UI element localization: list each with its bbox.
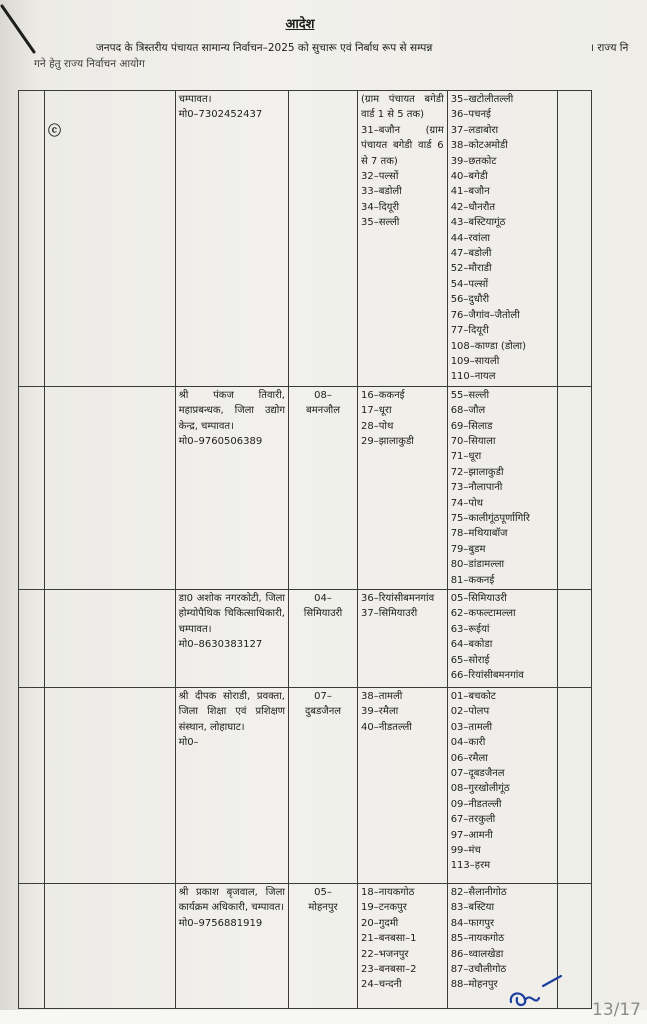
- zone-text: बमनजौल: [305, 405, 341, 417]
- officer-table: [18, 90, 592, 1009]
- sector-cell: [447, 590, 557, 688]
- viewer-footer: [0, 1010, 647, 1024]
- sector-item: 47–बडोली: [450, 248, 492, 260]
- sector-item: 110–नायल: [450, 371, 496, 383]
- zone-detail-item: 37–सिमियाउरी: [361, 608, 418, 620]
- sector-item: 38–कोटअमोडी: [450, 140, 508, 152]
- remarks-cell: [557, 688, 591, 884]
- sector-item: 55–सल्ली: [450, 389, 490, 401]
- zone-text: 07–: [314, 691, 332, 702]
- officer-text: श्री दीपक सोराडी, प्रवक्ता, जिला शिक्षा एवं प्रशिक्षण संस्थान, लोहाघाट।: [178, 691, 285, 733]
- binder-hole-icon: ⓒ: [48, 124, 62, 139]
- sector-item: 72–झालाकुडी: [450, 466, 504, 478]
- officer-text: मो0–8630383127: [178, 639, 263, 651]
- zone-text: दुबडजैनल: [304, 706, 342, 718]
- officer-text: मो0–7302452437: [178, 109, 263, 121]
- sector-cell: [447, 91, 557, 387]
- table-row: [19, 386, 592, 589]
- sector-cell: [447, 688, 557, 884]
- remarks-cell: [557, 386, 591, 589]
- blank-cell: [44, 590, 175, 688]
- sector-item: 108–काण्डा (डोला): [450, 340, 527, 352]
- officer-text: मो0–9760506389: [178, 435, 263, 447]
- sector-item: 09–नीडतल्ली: [450, 798, 502, 810]
- blank-cell: [44, 884, 175, 1009]
- sector-item: 71–धूरा: [450, 451, 482, 463]
- zone-detail-item: 34–दियूरी: [361, 201, 400, 213]
- sector-item: 75–कालीगूंठपूर्णागिरि: [450, 512, 530, 524]
- zone-detail-item: 18–नायकगोठ: [361, 887, 415, 898]
- sector-item: 03–तामली: [450, 721, 493, 733]
- sector-item: 87–उचौलीगोठ: [450, 964, 507, 976]
- zone-detail-item: 36–रियांसीबमनगांव: [361, 593, 435, 604]
- zone-detail-item: 32–पल्सों: [361, 171, 399, 183]
- sector-item: 36–पचनई: [450, 109, 491, 121]
- zone-cell: [288, 91, 357, 387]
- zone-detail-item: 35–सल्ली: [361, 217, 400, 229]
- table-row: [19, 91, 592, 387]
- zone-detail-item: 39–रमैला: [361, 706, 399, 718]
- sector-item: 42–धौनरौत: [450, 201, 496, 213]
- sector-item: 52–मौराडी: [450, 263, 492, 275]
- sector-item: 113–हरम: [450, 860, 491, 872]
- officer-cell: [175, 688, 288, 884]
- sector-item: 80–डांडामल्ला: [450, 559, 505, 571]
- zone-cell: [288, 386, 357, 589]
- zone-detail-cell: [358, 386, 448, 589]
- zone-cell: [288, 884, 357, 1009]
- sector-item: 37–लडाबोरा: [450, 124, 499, 136]
- sector-item: 62–कफल्टामल्ला: [450, 608, 516, 620]
- zone-detail-item: 16–ककनई: [361, 389, 405, 401]
- sector-item: 66–रियांसीबमनगांव: [450, 670, 524, 682]
- table-row: [19, 688, 592, 884]
- zone-detail-item: 20–गुदमी: [361, 917, 399, 929]
- officer-text: श्री पंकज तिवारी, महाप्रबन्धक, जिला उद्योग केन्द्र, चम्पावत।: [178, 389, 285, 432]
- sector-item: 70–सियाला: [450, 435, 496, 447]
- sector-item: 35–खटोलीतल्ली: [450, 94, 514, 105]
- sector-item: 43–बस्टियागूंठ: [450, 217, 506, 229]
- officer-cell: [175, 91, 288, 387]
- zone-detail-cell: [358, 590, 448, 688]
- officer-cell: [175, 884, 288, 1009]
- sector-item: 83–बस्टिया: [450, 902, 495, 914]
- zone-text: सिमियाउरी: [303, 608, 343, 620]
- sector-cell: [447, 386, 557, 589]
- sector-item: 64–बकोडा: [450, 639, 493, 651]
- sector-item: 84–फागपुर: [450, 917, 495, 929]
- serial-cell: [19, 386, 45, 589]
- officer-text: मो0–9756881919: [178, 917, 263, 929]
- sector-item: 01–बचकोट: [450, 691, 496, 702]
- zone-detail-cell: [358, 884, 448, 1009]
- sector-item: 81–ककनई: [450, 574, 495, 586]
- page-title: आदेश: [285, 17, 315, 32]
- sector-item: 82–सैलानीगोठ: [450, 887, 507, 898]
- officer-cell: [175, 386, 288, 589]
- serial-cell: [19, 91, 45, 387]
- sector-item: 07–दूबडजैनल: [450, 768, 505, 780]
- officer-text: मो0–: [178, 737, 199, 749]
- sector-item: 63–रूईयां: [450, 623, 490, 635]
- officer-text: चम्पावत।: [178, 94, 212, 105]
- header-line-1-right: । राज्य नि: [590, 42, 629, 54]
- zone-text: 05–: [314, 887, 332, 898]
- sector-item: 40–बगेडी: [450, 171, 488, 183]
- sector-item: 86–थ्वालखेडा: [450, 948, 504, 960]
- sector-item: 56–दुधौरी: [450, 294, 490, 306]
- remarks-cell: [557, 91, 591, 387]
- sector-item: 02–पोलप: [450, 706, 490, 718]
- sector-item: 68–जौल: [450, 405, 486, 417]
- sector-item: 109–सायली: [450, 355, 500, 367]
- zone-detail-item: 29–झालाकुडी: [361, 435, 414, 447]
- zone-detail-item: (ग्राम पंचायत बगेडी वार्ड 1 से 5 तक): [361, 94, 444, 121]
- zone-detail-item: 17–धूरा: [361, 405, 392, 417]
- zone-text: मोहनपुर: [308, 902, 338, 914]
- zone-cell: [288, 590, 357, 688]
- sector-item: 05–सिमियाउरी: [450, 593, 507, 604]
- sector-item: 79–बुडम: [450, 543, 486, 555]
- sector-item: 73–नौलापानी: [450, 482, 503, 494]
- blank-cell: [44, 688, 175, 884]
- zone-detail-item: 40–नीडतल्ली: [361, 721, 412, 733]
- officer-text: डा0 अशोक नगरकोटी, जिला होम्योपैथिक चिकित्साधिकारी, चम्पावत।: [178, 593, 285, 635]
- zone-detail-item: 38–तामली: [361, 691, 403, 702]
- sector-item: 74–पोथ: [450, 497, 484, 509]
- sector-item: 76–जैगांव–जैतोली: [450, 309, 520, 321]
- sector-item: 54–पल्सों: [450, 278, 489, 290]
- sector-item: 06–रमैला: [450, 752, 488, 764]
- zone-detail-item: 33–बडोली: [361, 186, 402, 198]
- serial-cell: [19, 590, 45, 688]
- sector-item: 44–रवांला: [450, 232, 491, 244]
- sector-item: 67–तरकुली: [450, 814, 496, 826]
- sector-item: 41–बजौन: [450, 186, 490, 198]
- zone-detail-item: 31–बजौन (ग्राम पंचायत बगेडी वार्ड 6 से 7 तक): [361, 124, 444, 167]
- table-row: [19, 590, 592, 688]
- zone-detail-item: 23–बनबसा–2: [361, 964, 417, 976]
- serial-cell: [19, 884, 45, 1009]
- zone-text: 08–: [314, 389, 332, 401]
- zone-cell: [288, 688, 357, 884]
- sector-item: 88–मोहनपुर: [450, 979, 498, 991]
- sector-item: 65–सोराई: [450, 654, 490, 666]
- blank-cell: [44, 91, 175, 387]
- header-line-1: जनपद के त्रिस्तरीय पंचायत सामान्य निर्वाचन–2025 को सुचारू एवं निर्बाध रूप से सम्पन्न: [96, 42, 433, 54]
- sector-item: 85–नायकगोठ: [450, 933, 505, 945]
- officer-cell: [175, 590, 288, 688]
- remarks-cell: [557, 590, 591, 688]
- zone-text: 04–: [314, 593, 332, 604]
- zone-detail-item: 22–भजनपुर: [361, 948, 409, 960]
- serial-cell: [19, 688, 45, 884]
- sector-item: 04–कारी: [450, 737, 486, 749]
- sector-item: 78–मथियाबॉज: [450, 528, 508, 540]
- zone-detail-cell: [358, 688, 448, 884]
- sector-item: 99–मंच: [450, 845, 481, 857]
- zone-detail-item: 28–पोथ: [361, 420, 394, 432]
- sector-item: 39–छतकोट: [450, 155, 497, 167]
- zone-detail-item: 21–बनबसा–1: [361, 933, 417, 945]
- sector-item: 08–गुरखोलीगूंठ: [450, 783, 510, 795]
- header-line-2: गने हेतु राज्य निर्वाचन आयोग: [34, 58, 145, 70]
- sector-item: 97–आमनी: [450, 829, 493, 841]
- signature-mark: [505, 972, 565, 1012]
- page-indicator: 13/17: [592, 1000, 641, 1020]
- zone-detail-cell: [358, 91, 448, 387]
- officer-text: श्री प्रकाश बृजवाल, जिला कार्यक्रम अधिकारी, चम्पावत।: [178, 887, 285, 914]
- sector-item: 69–सिलाड: [450, 420, 493, 432]
- zone-detail-item: 24–चन्दनी: [361, 979, 402, 991]
- zone-detail-item: 19–टनकपुर: [361, 902, 407, 914]
- sector-item: 77–दियूरी: [450, 325, 489, 337]
- blank-cell: [44, 386, 175, 589]
